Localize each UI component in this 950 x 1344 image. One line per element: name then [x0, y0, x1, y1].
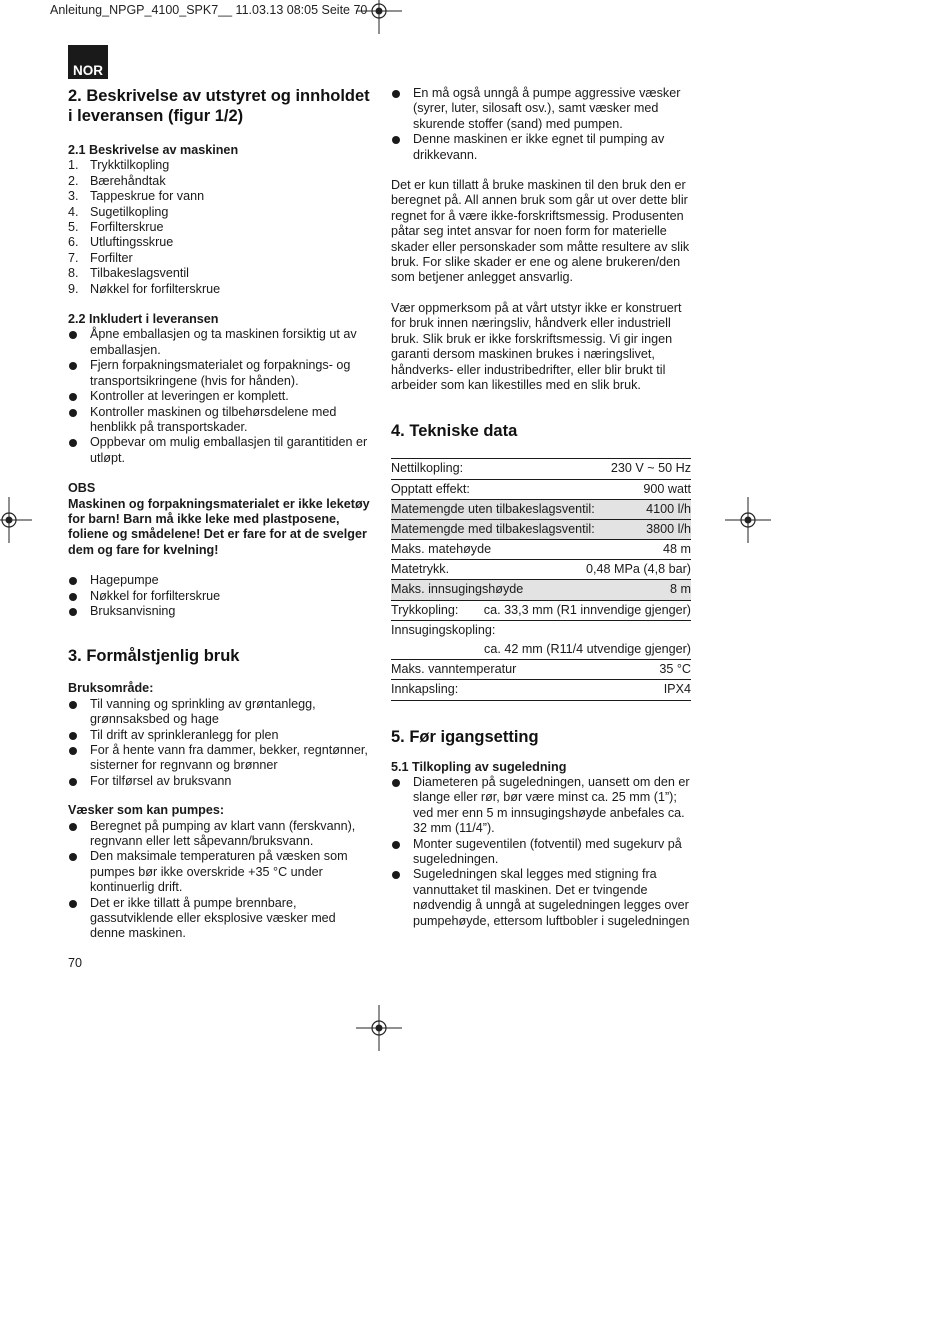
commercial-use-paragraph: Vær oppmerksom på at vårt utstyr ikke er konstruert for bruk innen næringsliv, håndverk eller industriell bruk. Slik bruk er ikke forskriftsmessig. Vi gir ingen garanti dersom maskinen brukes i næringslivet, håndverks- eller industribedrifter, eller blir brukt til arbeider som kan likestilles med en slik bruk. [391, 300, 682, 392]
item-text: Forfilterskrue [90, 220, 164, 235]
spec-label: Innkapsling: [391, 682, 459, 697]
parts-list [68, 158, 370, 297]
list-item [68, 189, 370, 204]
list-item [68, 266, 370, 281]
item-text: Trykktilkopling [90, 158, 170, 173]
spec-row [391, 540, 691, 560]
list-item-text: Sugeledningen skal legges med stigning fra vannuttaket til maskinen. Det er tvingende nødvendig å unngå at sugeledningen legges over pumpehøyde, ettersom luftbobler i sugeledningen [413, 867, 690, 928]
spec-label: Matemengde med tilbakeslagsventil: [391, 521, 595, 536]
bullet-icon [391, 775, 413, 837]
list-item [68, 604, 370, 619]
spec-label: Opptatt effekt: [391, 481, 470, 496]
bullet-icon [68, 774, 90, 789]
list-item-text: Bruksanvisning [90, 603, 176, 618]
spec-value: 230 V ~ 50 Hz [610, 461, 691, 476]
item-number: 2. [68, 173, 79, 188]
bullet-icon [68, 589, 90, 604]
spec-value: ca. 33,3 mm (R1 innvendige gjenger) [483, 602, 691, 617]
suction-line-list [391, 775, 693, 929]
list-item [68, 220, 370, 235]
liquids-list [68, 819, 370, 942]
list-item [68, 573, 370, 588]
item-text: Tappeskrue for vann [90, 189, 205, 204]
spec-value: 8 m [670, 582, 691, 597]
list-item-text: Det er ikke tillatt å pumpe brennbare, gassutviklende eller eksplosive væsker med denne maskinen. [90, 895, 336, 941]
item-number: 1. [68, 158, 79, 173]
item-number: 8. [68, 266, 79, 281]
list-item-text: Til vanning og sprinkling av grøntanlegg, grønnsaksbed og hage [90, 696, 316, 727]
spec-row [391, 458, 691, 479]
usage-title: Bruksområde: [68, 681, 154, 696]
list-item-text: Åpne emballasjen og ta maskinen forsiktig ut av emballasjen. [90, 327, 357, 357]
bullet-icon [391, 132, 413, 163]
spec-label: Maks. vanntemperatur [391, 662, 517, 677]
list-item [68, 435, 370, 466]
section-2-1-title: 2.1 Beskrivelse av maskinen [68, 143, 239, 157]
spec-value: 3800 l/h [646, 521, 691, 536]
registration-mark-icon [725, 497, 771, 543]
list-item-text: For tilførsel av bruksvann [90, 773, 232, 788]
bullet-icon [68, 849, 90, 895]
page-number: 70 [68, 956, 83, 970]
spec-label: Matetrykk. [391, 562, 450, 577]
spec-row [391, 660, 691, 680]
section-5-1-title: 5.1 Tilkopling av sugeledning [391, 759, 567, 774]
list-item [68, 849, 370, 895]
item-text: Bærehåndtak [90, 173, 166, 188]
list-item-text: Fjern forpakningsmaterialet og forpaknings- og transportsikringene (hvis for hånden). [90, 358, 351, 388]
bullet-icon [68, 327, 90, 358]
list-item [68, 327, 370, 358]
item-text: Utluftingsskrue [90, 235, 174, 250]
spec-value: 4100 l/h [646, 501, 691, 516]
spec-value: 48 m [663, 542, 691, 557]
list-item [391, 837, 693, 868]
obs-warning: Maskinen og forpakningsmaterialet er ikke leketøy for barn! Barn må ikke leke med plastposene, foliene og smådelene! Det er fare for at de svelger dem og fare for kvelning! [68, 496, 370, 557]
spec-row [391, 560, 691, 580]
list-item [68, 405, 370, 436]
item-text: Nøkkel for forfilterskrue [90, 281, 221, 296]
spec-label: Maks. innsugingshøyde [391, 582, 524, 597]
list-item-text: Til drift av sprinkleranlegg for plen [90, 727, 279, 742]
spec-label: Innsugingskopling: [391, 622, 496, 637]
bullet-icon [68, 573, 90, 588]
print-header: Anleitung_NPGP_4100_SPK7__ 11.03.13 08:05 Seite 70 [50, 3, 368, 17]
list-item [68, 358, 370, 389]
bullet-icon [68, 697, 90, 728]
spec-label: Nettilkopling: [391, 461, 464, 476]
spec-label: Matemengde uten tilbakeslagsventil: [391, 501, 595, 516]
item-number: 4. [68, 204, 79, 219]
spec-value: 900 watt [643, 481, 691, 496]
item-number: 7. [68, 250, 79, 265]
list-item-text: Beregnet på pumping av klart vann (ferskvann), regnvann eller lett såpevann/bruksvann. [90, 818, 356, 849]
spec-value: 0,48 MPa (4,8 bar) [586, 562, 691, 577]
registration-mark-icon [356, 1005, 402, 1051]
list-item-text: Oppbevar om mulig emballasjen til garantitiden er utløpt. [90, 435, 368, 465]
bullet-icon [391, 837, 413, 868]
liquids-title: Væsker som kan pumpes: [68, 803, 225, 818]
spec-value: 35 °C [659, 662, 691, 677]
item-number: 5. [68, 220, 79, 235]
bullet-icon [68, 389, 90, 404]
registration-mark-icon [0, 497, 32, 543]
list-item [391, 132, 693, 163]
list-item [68, 589, 370, 604]
list-item [68, 819, 370, 850]
list-item [391, 775, 693, 837]
bullet-icon [68, 896, 90, 942]
list-item-text: Diameteren på sugeledningen, uansett om den er slange eller rør, bør være minst ca. 25 mm (1”); ved mer enn 5 m innsugingshøyde anbefales ca. 32 mm (11/4”). [413, 774, 690, 836]
item-text: Tilbakeslagsventil [90, 266, 189, 281]
item-number: 3. [68, 189, 79, 204]
bullet-icon [68, 405, 90, 436]
bullet-icon [68, 728, 90, 743]
right-column [391, 86, 693, 929]
spec-row [391, 520, 691, 540]
list-item-text: For å hente vann fra dammer, bekker, regntønner, sisterner for regnvann og brønner [90, 743, 368, 773]
intended-use-paragraph: Det er kun tillatt å bruke maskinen til den bruk den er beregnet på. All annen bruk som går ut over dette blir regnet for å være ikke-forskriftsmessig. Produsenten påtar seg intet ansvar for noen form for materielle skader eller personskader som måtte resultere av slik bruk. For slike skader er ene og alene brukeren/den som betjener anlegget ansvarlig. [391, 178, 690, 285]
registration-mark-icon [356, 0, 402, 34]
left-column [68, 86, 370, 942]
section-4-title: 4. Tekniske data [391, 422, 518, 441]
spec-row-continued [391, 640, 691, 660]
list-item [68, 389, 370, 404]
list-item [391, 86, 693, 132]
list-item-text: En må også unngå å pumpe aggressive væsker (syrer, luter, silosaft osv.), samt væsker med skurende stoffer (sand) med pumpen. [413, 86, 681, 131]
list-item-text: Kontroller at leveringen er komplett. [90, 389, 289, 404]
list-item [68, 174, 370, 189]
section-3-title: 3. Formålstjenlig bruk [68, 647, 240, 666]
spec-value: IPX4 [663, 682, 691, 697]
spec-row [391, 500, 691, 520]
section-2-title: 2. Beskrivelse av utstyret og innholdet i leveransen (figur 1/2) [68, 87, 370, 125]
spec-row [391, 680, 691, 700]
list-item-text: Den maksimale temperaturen på væsken som pumpes bør ikke overskride +35 °C under kontinuerlig drift. [90, 849, 348, 895]
contents-list [68, 573, 370, 619]
language-badge: NOR [68, 45, 108, 79]
delivery-list [68, 327, 370, 466]
list-item [68, 282, 370, 297]
section-2-2-title: 2.2 Inkludert i leveransen [68, 312, 219, 327]
list-item [68, 158, 370, 173]
list-item-text: Kontroller maskinen og tilbehørsdelene med henblikk på transportskader. [90, 404, 337, 434]
bullet-icon [68, 743, 90, 774]
list-item-text: Nøkkel for forfilterskrue [90, 588, 221, 603]
item-text: Sugetilkopling [90, 204, 169, 219]
list-item [391, 867, 693, 929]
list-item [68, 774, 370, 789]
list-item [68, 697, 370, 728]
spec-label: Maks. matehøyde [391, 542, 492, 557]
spec-row [391, 601, 691, 621]
list-item [68, 205, 370, 220]
obs-title: OBS [68, 481, 96, 496]
liquids-list-continued [391, 86, 693, 163]
usage-list [68, 697, 370, 789]
spec-label: Trykkopling: [391, 602, 459, 617]
item-text: Forfilter [90, 250, 133, 265]
list-item [68, 743, 370, 774]
item-number: 9. [68, 281, 79, 296]
bullet-icon [68, 604, 90, 619]
spec-value: ca. 42 mm (R11/4 utvendige gjenger) [484, 642, 691, 656]
item-number: 6. [68, 235, 79, 250]
list-item [68, 251, 370, 266]
bullet-icon [391, 867, 413, 929]
bullet-icon [68, 358, 90, 389]
section-5-title: 5. Før igangsetting [391, 727, 539, 746]
bullet-icon [68, 819, 90, 850]
list-item-text: Monter sugeventilen (fotventil) med sugekurv på sugeledningen. [413, 836, 682, 866]
bullet-icon [391, 86, 413, 132]
spec-row [391, 621, 691, 640]
technical-data-table [391, 458, 691, 700]
list-item [68, 728, 370, 743]
bullet-icon [68, 435, 90, 466]
spec-row [391, 580, 691, 600]
list-item [68, 235, 370, 250]
spec-row [391, 480, 691, 500]
list-item [68, 896, 370, 942]
list-item-text: Hagepumpe [90, 573, 159, 588]
list-item-text: Denne maskinen er ikke egnet til pumping av drikkevann. [413, 132, 665, 162]
